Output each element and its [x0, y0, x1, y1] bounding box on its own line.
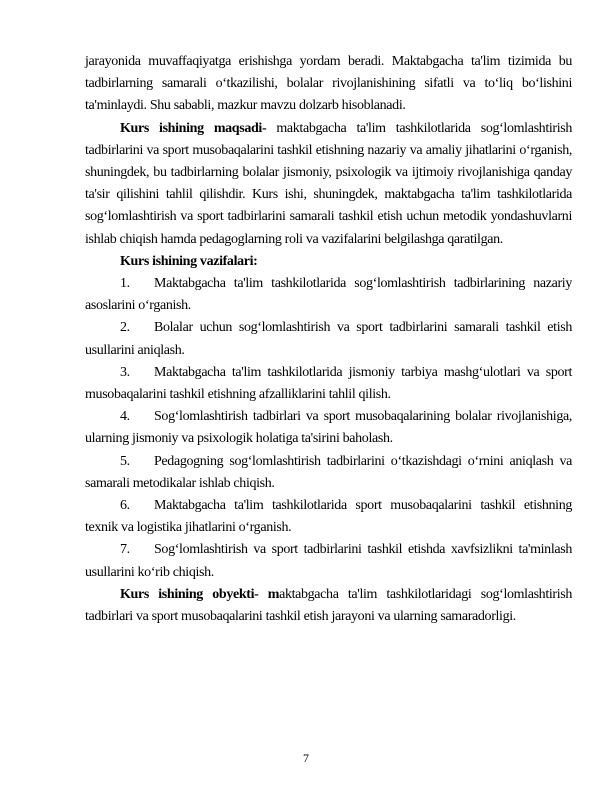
task-number: 5. [120, 453, 130, 469]
task-number: 2. [120, 320, 130, 336]
task-item-6 [85, 495, 572, 539]
purpose-paragraph [85, 118, 572, 251]
task-item-1 [85, 273, 572, 317]
document-body [85, 51, 572, 628]
task-item-3 [85, 362, 572, 406]
object-text: aktabgacha ta'lim tashkilotlaridagi sog‘lomlashtirish tadbirlari va sport musobaqalarini tashkil etish jarayoni va ularning samaradorligi. [85, 586, 573, 625]
purpose-text: maktabgacha ta'lim tashkilotlarida sog‘lomlashtirish tadbirlarini va sport musobaqalarini tashkil etishning nazariy va amaliy jihatlarini o‘rganish, shuningdek, bu tadbirlarning bolalar jismoniy, psixologik va ijtimoiy rivojlanishiga qanday ta'sir qilishini tahlil qilishdir. Kurs ishi, shuningdek, maktabgacha ta'lim tashkilotlarida sog‘lomlashtirish va sport tadbirlarini samarali tashkil etish uchun metodik yondashuvlarni ishlab chiqish hamda pedagoglarning roli va vazifalarini belgilashga qaratilgan. [85, 120, 572, 247]
purpose-label: Kurs ishining maqsadi- [120, 120, 267, 136]
page-number: 7 [303, 751, 309, 765]
task-text: Maktabgacha ta'lim tashkilotlarida jismoniy tarbiya mashg‘ulotlari va sport musobaqalarini tashkil etishning afzalliklarini tahlil qilish. [85, 364, 572, 403]
task-number: 7. [120, 542, 130, 558]
task-item-7 [85, 539, 572, 583]
task-text: Sog‘lomlashtirish tadbirlari va sport musobaqalarining bolalar rivojlanishiga, ularning jismoniy va psixologik holatiga ta'sirini baholash. [85, 409, 572, 447]
task-number: 1. [120, 276, 130, 292]
task-number: 4. [120, 409, 130, 425]
object-paragraph [85, 584, 572, 628]
object-label: Kurs ishining obyekti- m [120, 586, 280, 602]
tasks-heading: Kurs ishining vazifalari: [120, 253, 258, 269]
task-item-5 [85, 451, 572, 495]
task-number: 6. [120, 498, 130, 514]
task-item-4 [85, 406, 572, 450]
task-number: 3. [120, 364, 130, 380]
task-text: Maktabgacha ta'lim tashkilotlarida sport musobaqalarini tashkil etishning texnik va logistika jihatlarini o‘rganish. [85, 498, 572, 536]
task-text: Bolalar uchun sog‘lomlashtirish va sport tadbirlarini samarali tashkil etish usullarini aniqlash. [85, 320, 572, 358]
task-text: Sog‘lomlashtirish va sport tadbirlarini tashkil etishda xavfsizlikni ta'minlash usullarini ko‘rib chiqish. [85, 542, 572, 580]
task-item-2 [85, 317, 572, 361]
task-text: Maktabgacha ta'lim tashkilotlarida sog‘lomlashtirish tadbirlarining nazariy asoslarini o‘rganish. [85, 276, 572, 314]
task-text: Pedagogning sog‘lomlashtirish tadbirlarini o‘tkazishdagi o‘rnini aniqlash va samarali metodikalar ishlab chiqish. [85, 453, 572, 491]
intro-paragraph: jarayonida muvaffaqiyatga erishishga yordam beradi. Maktabgacha ta'lim tizimida bu tadbirlarning samarali o‘tkazilishi, bolalar rivojlanishining sifatli va to‘liq bo‘lishini ta'minlaydi. Shu sababli, mazkur mavzu dolzarb hisoblanadi. [85, 54, 572, 114]
